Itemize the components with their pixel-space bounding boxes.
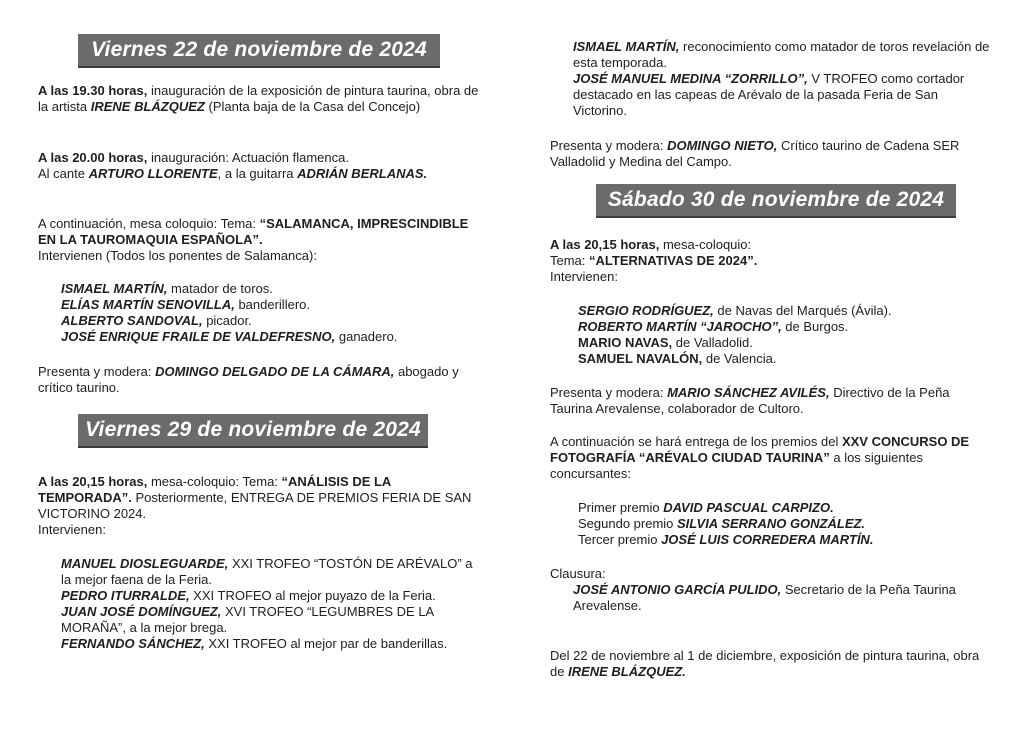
list-item [61,588,483,604]
speaker-name: SERGIO RODRÍGUEZ, [578,303,714,318]
list-item [578,516,990,532]
exhibition-note [550,648,990,680]
artist-name: IRENE BLÁZQUEZ. [568,664,686,679]
event-text: mesa-coloquio: [659,237,752,252]
moderator-role: Directivo de la Peña Taurina Arevalense, colaborador de Cultoro. [550,385,950,416]
moderator-3 [550,385,990,417]
list-item [61,556,483,588]
speaker-name: ELÍAS MARTÍN SENOVILLA, [61,297,235,312]
list-item [61,313,483,329]
award-text: XXI TROFEO al mejor puyazo de la Feria. [189,588,436,603]
speaker-role: de Navas del Marqués (Ávila). [713,303,892,318]
speakers-list-2 [550,303,990,367]
list-item [578,532,990,548]
award-text: V TROFEO como cortador destacado en las capeas de Arévalo de la pasada Feria de San Victorino. [573,71,965,118]
event-time: A las 19.30 horas, [38,83,148,98]
date-banner-nov-30: Sábado 30 de noviembre de 2024 [596,184,956,218]
event-theme: “SALAMANCA, IMPRESCINDIBLE EN LA TAUROMAQUIA ESPAÑOLA”. [38,216,469,247]
moderator-label: Presenta y modera: [38,364,156,379]
speaker-name: SAMUEL NAVALÓN, [578,351,703,366]
award-text: reconocimiento como matador de toros revelación de esta temporada. [573,39,990,70]
speaker-name: JOSÉ ENRIQUE FRAILE DE VALDEFRESNO, [61,329,336,344]
event-text: Intervienen: [38,522,106,537]
event-text: Al cante [38,166,89,181]
awardee-name: JUAN JOSÉ DOMÍNGUEZ, [61,604,222,619]
list-item [61,297,483,313]
left-column [38,0,483,735]
speakers-list-1 [38,281,483,345]
awards-list-1 [38,556,483,652]
event-theme: “ALTERNATIVAS DE 2024”. [589,253,758,268]
prize-label: Tercer premio [578,532,662,547]
awards-list-2 [550,39,990,119]
closing-label: Clausura: [550,566,606,581]
event-text: Intervienen (Todos los ponentes de Salamanca): [38,248,317,263]
event-coloquio-salamanca [38,216,483,264]
award-text: XXI TROFEO al mejor par de banderillas. [204,636,448,651]
speaker-name: MARIO NAVAS, [578,335,673,350]
moderator-label: Presenta y modera: [550,385,668,400]
event-time: A las 20.00 horas, [38,150,148,165]
speaker-role: banderillero. [234,297,310,312]
moderator-name: DOMINGO NIETO, [667,138,778,153]
closing [550,566,990,614]
speaker-role: de Valladolid. [672,335,753,350]
moderator-name: MARIO SÁNCHEZ AVILÉS, [667,385,830,400]
prize-label: Primer premio [578,500,664,515]
awardee-name: FERNANDO SÁNCHEZ, [61,636,205,651]
event-coloquio-alternativas [550,237,990,285]
moderator-role: Crítico taurino de Cadena SER Valladolid y Medina del Campo. [550,138,960,169]
speaker-role: matador de toros. [167,281,273,296]
moderator-name: DOMINGO DELGADO DE LA CÁMARA, [155,364,395,379]
moderator-role: abogado y crítico taurino. [38,364,459,395]
artist-name: IRENE BLÁZQUEZ [90,99,205,114]
event-text: Intervienen: [550,269,618,284]
speaker-role: de Burgos. [781,319,849,334]
list-item [61,604,483,636]
event-coloquio-temporada [38,474,483,538]
award-text: XVI TROFEO “LEGUMBRES DE LA MORAÑA”, a la mejor brega. [61,604,434,635]
date-banner-nov-22: Viernes 22 de noviembre de 2024 [78,34,440,68]
prize-winner: SILVIA SERRANO GONZÁLEZ. [677,516,866,531]
contest-title: XXV CONCURSO DE FOTOGRAFÍA “ARÉVALO CIUDAD TAURINA” [550,434,970,465]
event-text: mesa-coloquio: Tema: [147,474,282,489]
event-2000 [38,150,483,182]
event-text: inauguración: Actuación flamenca. [147,150,349,165]
speaker-role: picador. [202,313,252,328]
list-item [578,319,990,335]
speaker-name: ISMAEL MARTÍN, [61,281,168,296]
speaker-role: ganadero. [335,329,398,344]
list-item [578,335,990,351]
list-item [61,281,483,297]
awardee-name: MANUEL DIOSLEGUARDE, [61,556,229,571]
guitarist-name: ADRIÁN BERLANAS. [297,166,428,181]
event-text: inauguración de la exposición de pintura taurina, obra de la artista [38,83,479,114]
contest-text: A continuación se hará entrega de los premios del [550,434,842,449]
closing-role: Secretario de la Peña Taurina Arevalense. [573,582,956,613]
event-time: A las 20,15 horas, [550,237,660,252]
date-banner-nov-29: Viernes 29 de noviembre de 2024 [78,414,428,448]
awardee-name: JOSÉ MANUEL MEDINA “ZORRILLO”, [573,71,808,86]
moderator-label: Presenta y modera: [550,138,668,153]
closing-name: JOSÉ ANTONIO GARCÍA PULIDO, [573,582,782,597]
list-item [573,71,990,119]
singer-name: ARTURO LLORENTE [88,166,218,181]
exhibition-text: Del 22 de noviembre al 1 de diciembre, exposición de pintura taurina, obra de [550,648,980,679]
event-text: Posteriormente, ENTREGA DE PREMIOS FERIA DE SAN VICTORINO 2024. [38,490,472,521]
contest-text: a los siguientes concursantes: [550,450,923,481]
awardee-name: ISMAEL MARTÍN, [573,39,680,54]
moderator-1 [38,364,483,396]
event-theme: “ANÁLISIS DE LA TEMPORADA”. [38,474,391,505]
award-text: XXI TROFEO “TOSTÓN DE ARÉVALO” a la mejor faena de la Feria. [61,556,473,587]
list-item [61,329,483,345]
right-column [550,0,990,735]
event-text: Tema: [550,253,590,268]
event-text: (Planta baja de la Casa del Concejo) [204,99,421,114]
event-text: A continuación, mesa coloquio: Tema: [38,216,260,231]
awardee-name: PEDRO ITURRALDE, [61,588,190,603]
event-time: A las 20,15 horas, [38,474,148,489]
list-item [578,500,990,516]
prize-winner: JOSÉ LUIS CORREDERA MARTÍN. [661,532,874,547]
photo-contest [550,434,990,482]
list-item [573,39,990,71]
event-1930 [38,83,483,115]
prize-label: Segundo premio [578,516,678,531]
speaker-name: ALBERTO SANDOVAL, [61,313,203,328]
prize-winner: DAVID PASCUAL CARPIZO. [663,500,834,515]
list-item [578,351,990,367]
speaker-name: ROBERTO MARTÍN “JAROCHO”, [578,319,782,334]
speaker-role: de Valencia. [702,351,777,366]
list-item [578,303,990,319]
event-text: , a la guitarra [217,166,298,181]
prizes-list [550,500,990,548]
moderator-2 [550,138,990,170]
list-item [61,636,483,652]
